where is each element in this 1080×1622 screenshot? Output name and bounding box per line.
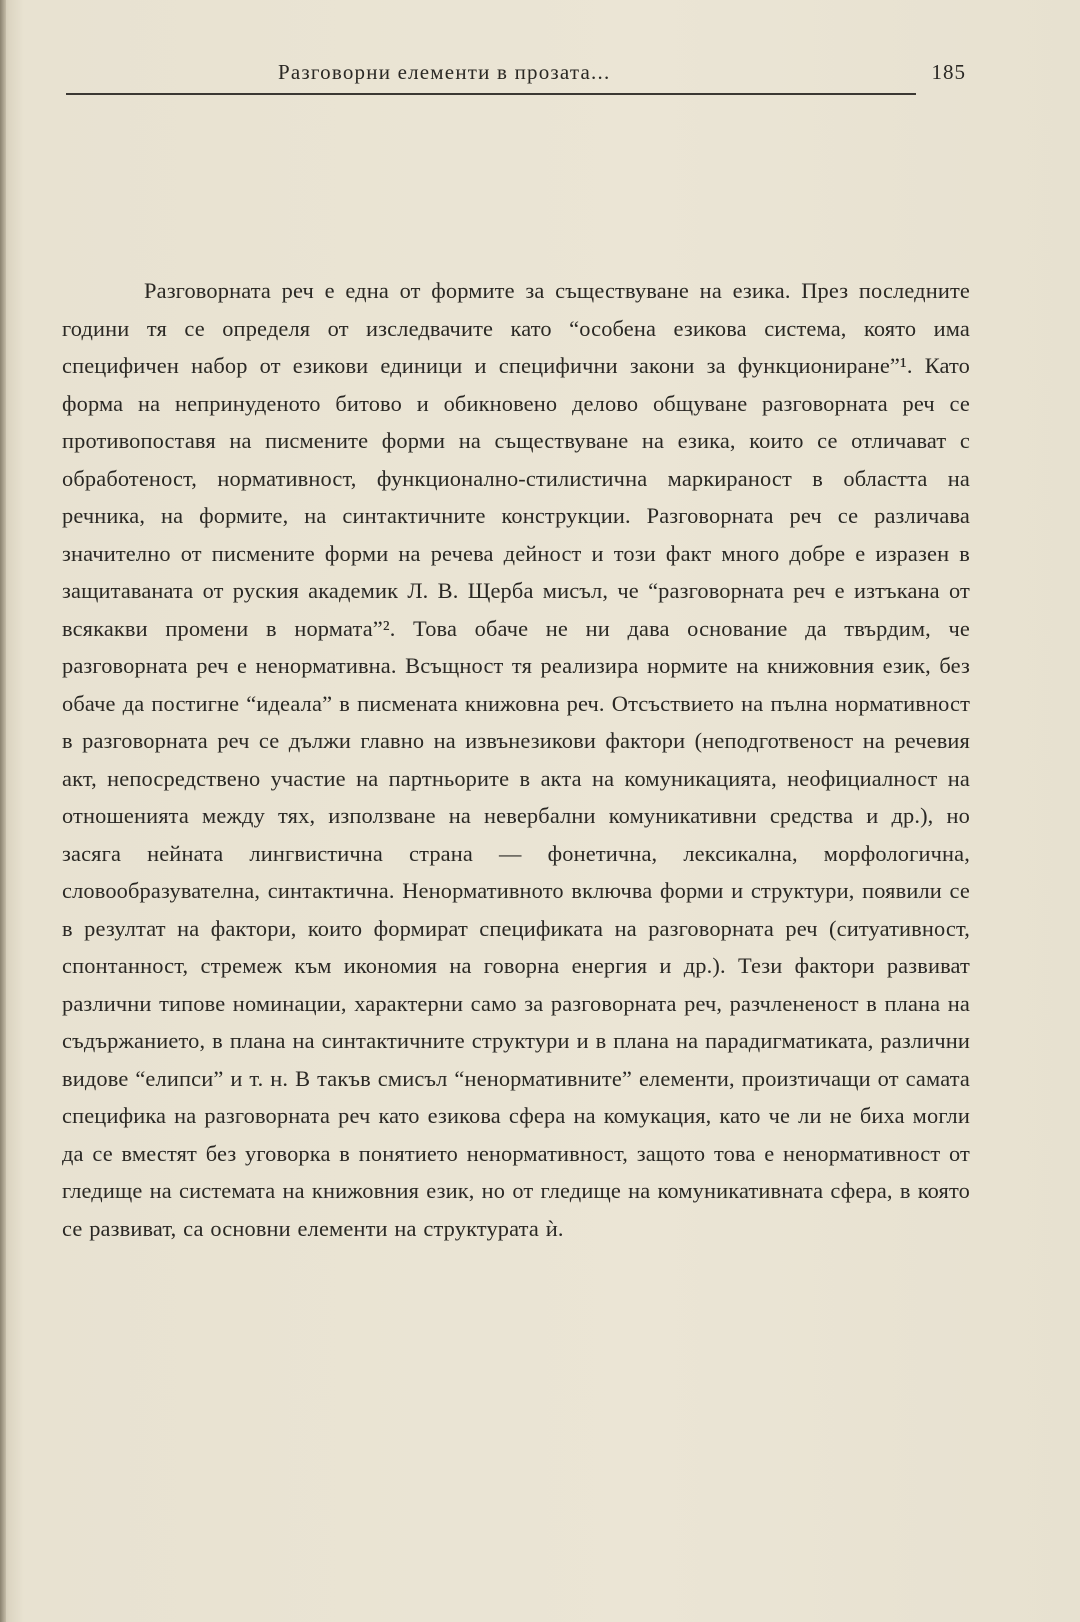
body-paragraph: Разговорната реч е една от формите за съществуване на езика. През последните години тя се определя от изследвачите като “особена езикова система, която има специфичен набор от езикови единици и специфични закони за функциониране”¹. Като форма на непринуденото битово и обикновено делово общуване разговорната реч се противопоставя на писмените форми на съществуване на езика, които се отличават с обработеност, нормативност, функционално-стилистична маркираност в областта на речника, на формите, на синтактичните конструкции. Разговорната реч се различава значително от писмените форми на речева дейност и този факт много добре е изразен в защитаваната от руския академик Л. В. Щерба мисъл, че “разговорната реч е изтъкана от всякакви промени в нормата”². Това обаче не ни дава основание да твърдим, че разговорната реч е ненормативна. Всъщност тя реализира нормите на книжовния език, без обаче да постигне “идеала” в писмената книжовна реч. Отсъствието на пълна нормативност в разговорната реч се дължи главно на извънезикови фактори (неподготвеност на речевия акт, непосредствено участие на партньорите в акта на комуникацията, неофициалност на отношенията между тях, използване на невербални комуникативни средства и др.), но засяга нейната лингвистична страна — фонетична, лексикална, морфологична, словообразувателна, синтактична. Ненормативното включва форми и структури, появили се в резултат на фактори, които формират спецификата на разговорната реч (ситуативност, спонтанност, стремеж към икономия на говорна енергия и др.). Тези фактори развиват различни типове номинации, характерни само за разговорната реч, разчлененост в плана на съдържанието, в плана на синтактичните структури и в плана на парадигматиката, различни видове “елипси” и т. н. В такъв смисъл “ненормативните” елементи, произтичащи от самата специфика на разговорната реч като езикова сфера на комукация, като че ли не биха могли да се вместят без уговорка в понятието ненормативност, защото това е ненормативност от гледище на системата на книжовния език, но от гледище на комуникативната сфера, в която се развиват, са основни елементи на структурата ѝ.: [62, 278, 970, 1241]
header-rule: [66, 93, 916, 95]
running-head: [66, 58, 966, 92]
running-title: Разговорни елементи в прозата...: [278, 60, 611, 84]
page-number: 185: [931, 60, 966, 84]
binding-edge: [0, 0, 6, 1622]
